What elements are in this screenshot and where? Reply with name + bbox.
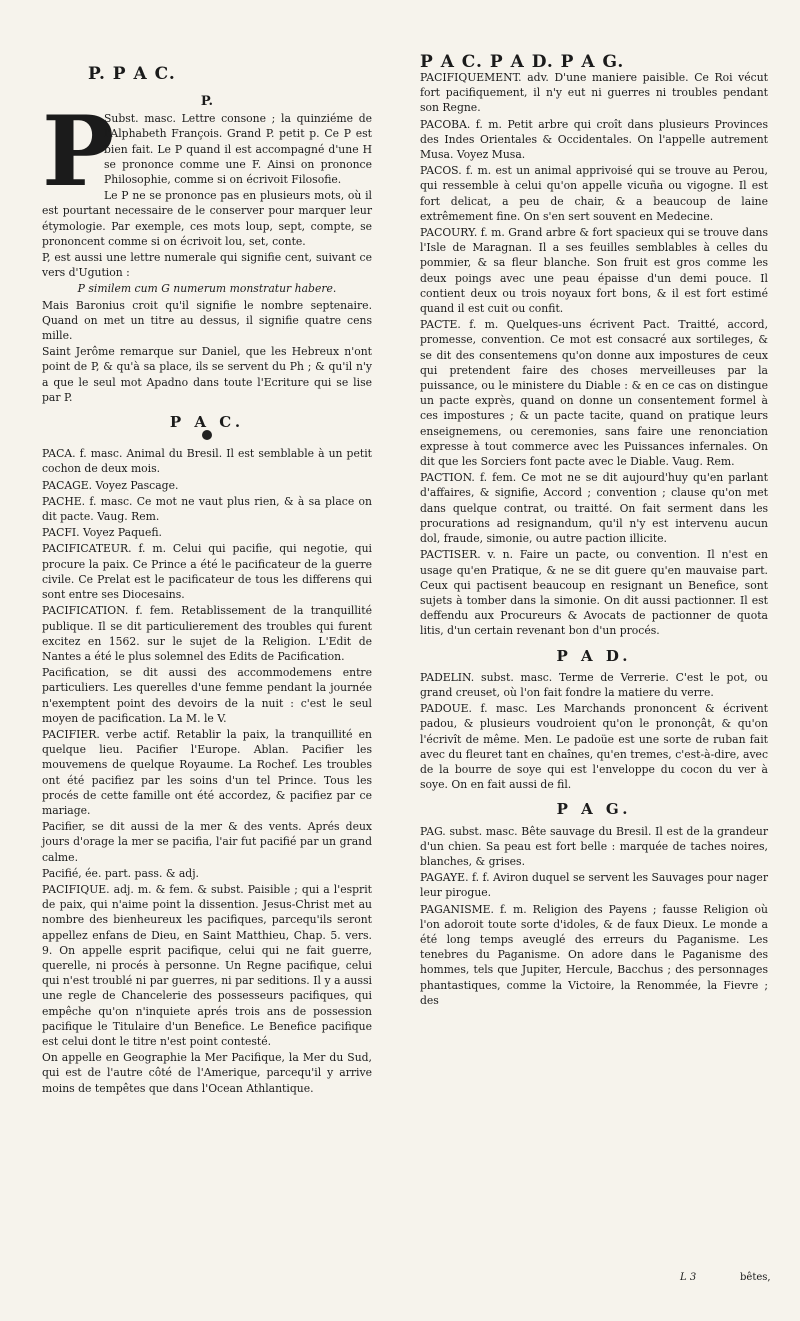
entry-text: Saint Jerôme remarque sur Daniel, que les Hebreux n'ont point de P, & qu'à sa place, ils se servent du Ph ; & qu'il n'y a que le seul mot Apadno dans toute l'Ecriture qui se lise par P. bbox=[42, 345, 372, 404]
section-heading: P A G. bbox=[556, 800, 632, 819]
entry-text: PACOBA. f. m. Petit arbre qui croît dans plusieurs Provinces des Indes Orientales & Occidentales. On l'appelle autrement Musa. Voyez Musa. bbox=[420, 117, 768, 162]
section-heading: P A C. bbox=[42, 415, 372, 440]
right-column bbox=[420, 70, 768, 1009]
entry-text: PACA. f. masc. Animal du Bresil. Il est semblable à un petit cochon de deux mois. bbox=[42, 447, 372, 476]
entry-text: PAGANISME. f. m. Religion des Payens ; fausse Religion où l'on adoroit toute sorte d'idoles, & de faux Dieux. Le monde a été long temps aveuglé des erreurs du Paganisme. Les tenebres du Paganisme. On adore dans le Paganisme des hommes, tels que Jupiter, Hercule, Bacchus ; des personnages phantastiques, comme la Victoire, la Renommée, la Fievre ; des bbox=[420, 902, 768, 1007]
entry-text: PACOS. f. m. est un animal apprivoisé qui se trouve au Perou, qui ressemble à celui qu'on appelle vicuña ou vigogne. Il est fort delicat, a peu de chair, & a beaucoup de laine extrêmement fine. On s'en sert souvent en Medecine. bbox=[420, 164, 768, 223]
running-head-right: P A C. P A D. P A G. bbox=[420, 52, 625, 72]
entry-text: PADELIN. subst. masc. Terme de Verrerie. C'est le pot, ou grand creuset, où l'on fait fondre la matiere du verre. bbox=[420, 670, 768, 699]
entry-text: PACTION. f. fem. Ce mot ne se dit aujourd'huy qu'en parlant d'affaires, & signifie, Accord ; convention ; clause qu'on met dans quelque contrat, ou traitté. On fait serment dans les procurations ad resignandum, qu'il n'y est intervenu aucun dol, fraude, simonie, ou autre paction illicite. bbox=[420, 471, 768, 546]
entry-text: PACFI. Voyez Paquefi. bbox=[42, 526, 162, 540]
entry-text: PACAGE. Voyez Pascage. bbox=[42, 478, 179, 492]
entry-text: PAGAYE. f. f. Aviron duquel se servent les Sauvages pour nager leur pirogue. bbox=[420, 871, 768, 900]
entry-text: Mais Baronius croit qu'il signifie le nombre septenaire. Quand on met un titre au dessus, il signifie quatre cens mille. bbox=[42, 298, 372, 343]
entry-text: PACTISER. v. n. Faire un pacte, ou convention. Il n'est en usage qu'en Pratique, & ne se dit guere qu'en mauvaise part. Ceux qui pactisent beaucoup en resignant un Benefice, sont sujets à tomber dans la simonie. On dit aussi pactionner. Il est deffendu aux Procureurs & Avocats de pactionner de quota litis, d'un certain revenant bon d'un procés. bbox=[420, 548, 768, 638]
entry-text: PACHE. f. masc. Ce mot ne vaut plus rien, & à sa place on dit pacte. Vaug. Rem. bbox=[42, 494, 372, 524]
entry-text: PAG. subst. masc. Bête sauvage du Bresil. Il est de la grandeur d'un chien. Sa peau est fort belle : marquée de taches noires, blanches, & grises. bbox=[420, 824, 768, 868]
latin-verse: P similem cum G numerum monstratur habere. bbox=[77, 282, 337, 296]
catchword: bêtes, bbox=[740, 1272, 771, 1283]
entry-text: PACIFIQUE. adj. m. & fem. & subst. Paisible ; qui a l'esprit de paix, qui n'aime point la dissention. Jesus-Christ met au nombre des bienheureux les pacifiques, parcequ'ils seront appellez enfans de Dieu, en Saint Matthieu, Chap. 5. vers. 9. On appelle esprit pacifique, celui qui ne fait guerre, querelle, ni procés à personne. Un Regne pacifique, celui qui n'est troublé ni par guerres, ni par seditions. Il y a aussi une regle de Chancelerie des possesseurs pacifiques, qui empêche qu'on n'inquiete aprés trois ans de possession pacifique le Titulaire d'un Benefice. Le Benefice pacifique est celui dont le titre n'est point contesté. bbox=[42, 882, 372, 1048]
entry-text: PACOURY. f. m. Grand arbre & fort spacieux qui se trouve dans l'Isle de Maragnan. Il a ses feuilles semblables à celles du pommier, & sa fleur blanche. Son fruit est gros comme les deux poings avec une peau épaisse d'un demi pouce. Il contient deux ou trois noyaux fort bons, & il est fort estimé quand il est cuit ou confit. bbox=[420, 226, 768, 316]
entry-text: PACTE. f. m. Quelques-uns écrivent Pact. Traitté, accord, promesse, convention. Ce mot est consacré aux sortileges, & se dit des consentemens qu'on donne aux impostures de ceux qui pretendent faire des choses merveilleuses par la puissance, ou le ministere du Diable : & en ce cas on distingue un pacte exprès, quand on donne un consentement formel à ces impostures ; & un pacte tacite, quand on pratique leurs enseignemens, ou ceremonies, sans faire une renonciation expresse à tout commerce avec les Puissances infernales. On dit que les Sorciers font pacte avec le Diable. Vaug. Rem. bbox=[420, 318, 768, 469]
drop-cap: P bbox=[42, 95, 115, 209]
entry-text: PACIFIER. verbe actif. Retablir la paix, la tranquillité en quelque lieu. Pacifier l'Europe. Ablan. Pacifier les mouvemens de quelque Royaume. La Rochef. Les troubles ont été pacifiez par les soins d'un tel Prince. Tous les procés de cette famille ont été accordez, & pacifiez par ce mariage. bbox=[42, 727, 372, 817]
left-column bbox=[42, 86, 372, 1097]
entry-text: PACIFICATION. f. fem. Retablissement de la tranquillité publique. Il se dit particulierement des troubles qui furent excitez en 1562. sur le sujet de la Religion. L'Edit de Nantes a été le plus solemnel des Edits de Pacification. bbox=[42, 604, 372, 663]
entry-text: Subst. masc. Lettre consone ; la quinziéme de l'Alphabeth François. Grand P. petit p. Ce P est bien fait. Le P quand il est accompagné d'une H se prononce comme une F. Ainsi on prononce Philosophie, comme si on écrivoit Filosofie. bbox=[104, 112, 372, 187]
entry-text: Pacifier, se dit aussi de la mer & des vents. Aprés deux jours d'orage la mer se pacifia, l'air fut pacifié par un grand calme. bbox=[42, 820, 372, 864]
signature-mark: L 3 bbox=[680, 1272, 697, 1283]
entry-text: Pacifié, ée. part. pass. & adj. bbox=[42, 866, 199, 880]
entry-text: PADOUE. f. masc. Les Marchands prononcent & écrivent padou, & plusieurs voudroient qu'on le prononçât, & qu'on l'écrivît de même. Men. Le padoüe est une sorte de ruban fait avec du fleuret tant en chaînes, qu'en tremes, c'est-à-dire, avec de la bourre de soye qui est l'enveloppe du cocon du ver à soye. On en fait aussi de fil. bbox=[420, 702, 768, 792]
entry-text: Le P ne se prononce pas en plusieurs mots, où il est pourtant necessaire de le conserver pour marquer leur étymologie. Par exemple, ces mots loup, sept, compte, se prononcent comme si on écrivoit lou, set, conte. bbox=[42, 189, 372, 248]
entry-letter-p bbox=[42, 95, 372, 209]
letter-heading: P. bbox=[200, 94, 214, 109]
entry-text: PACIFICATEUR. f. m. Celui qui pacifie, qui negotie, qui procure la paix. Ce Prince a été le pacificateur de la guerre civile. Ce Prelat est le pacificateur de tous les differens qui sont entre ses Diocesains. bbox=[42, 542, 372, 602]
ornament-icon bbox=[202, 430, 212, 440]
running-head-left: P. P A C. bbox=[88, 64, 176, 84]
entry-text: PACIFIQUEMENT. adv. D'une maniere paisible. Ce Roi vécut fort pacifiquement, il n'y eut ni guerres ni troubles pendant son Regne. bbox=[420, 71, 768, 115]
entry-text: P, est aussi une lettre numerale qui signifie cent, suivant ce vers d'Ugution : bbox=[42, 251, 372, 280]
entry-text: On appelle en Geographie la Mer Pacifique, la Mer du Sud, qui est de l'autre côté de l'Amerique, parcequ'il y arrive moins de tempêtes que dans l'Ocean Athlantique. bbox=[42, 1051, 372, 1095]
section-heading: P A D. bbox=[556, 646, 632, 665]
entry-text: Pacification, se dit aussi des accommodemens entre particuliers. Les querelles d'une femme pendant la journée n'exemptent point des devoirs de la nuit : c'est le seul moyen de pacification. La M. le V. bbox=[42, 666, 372, 725]
